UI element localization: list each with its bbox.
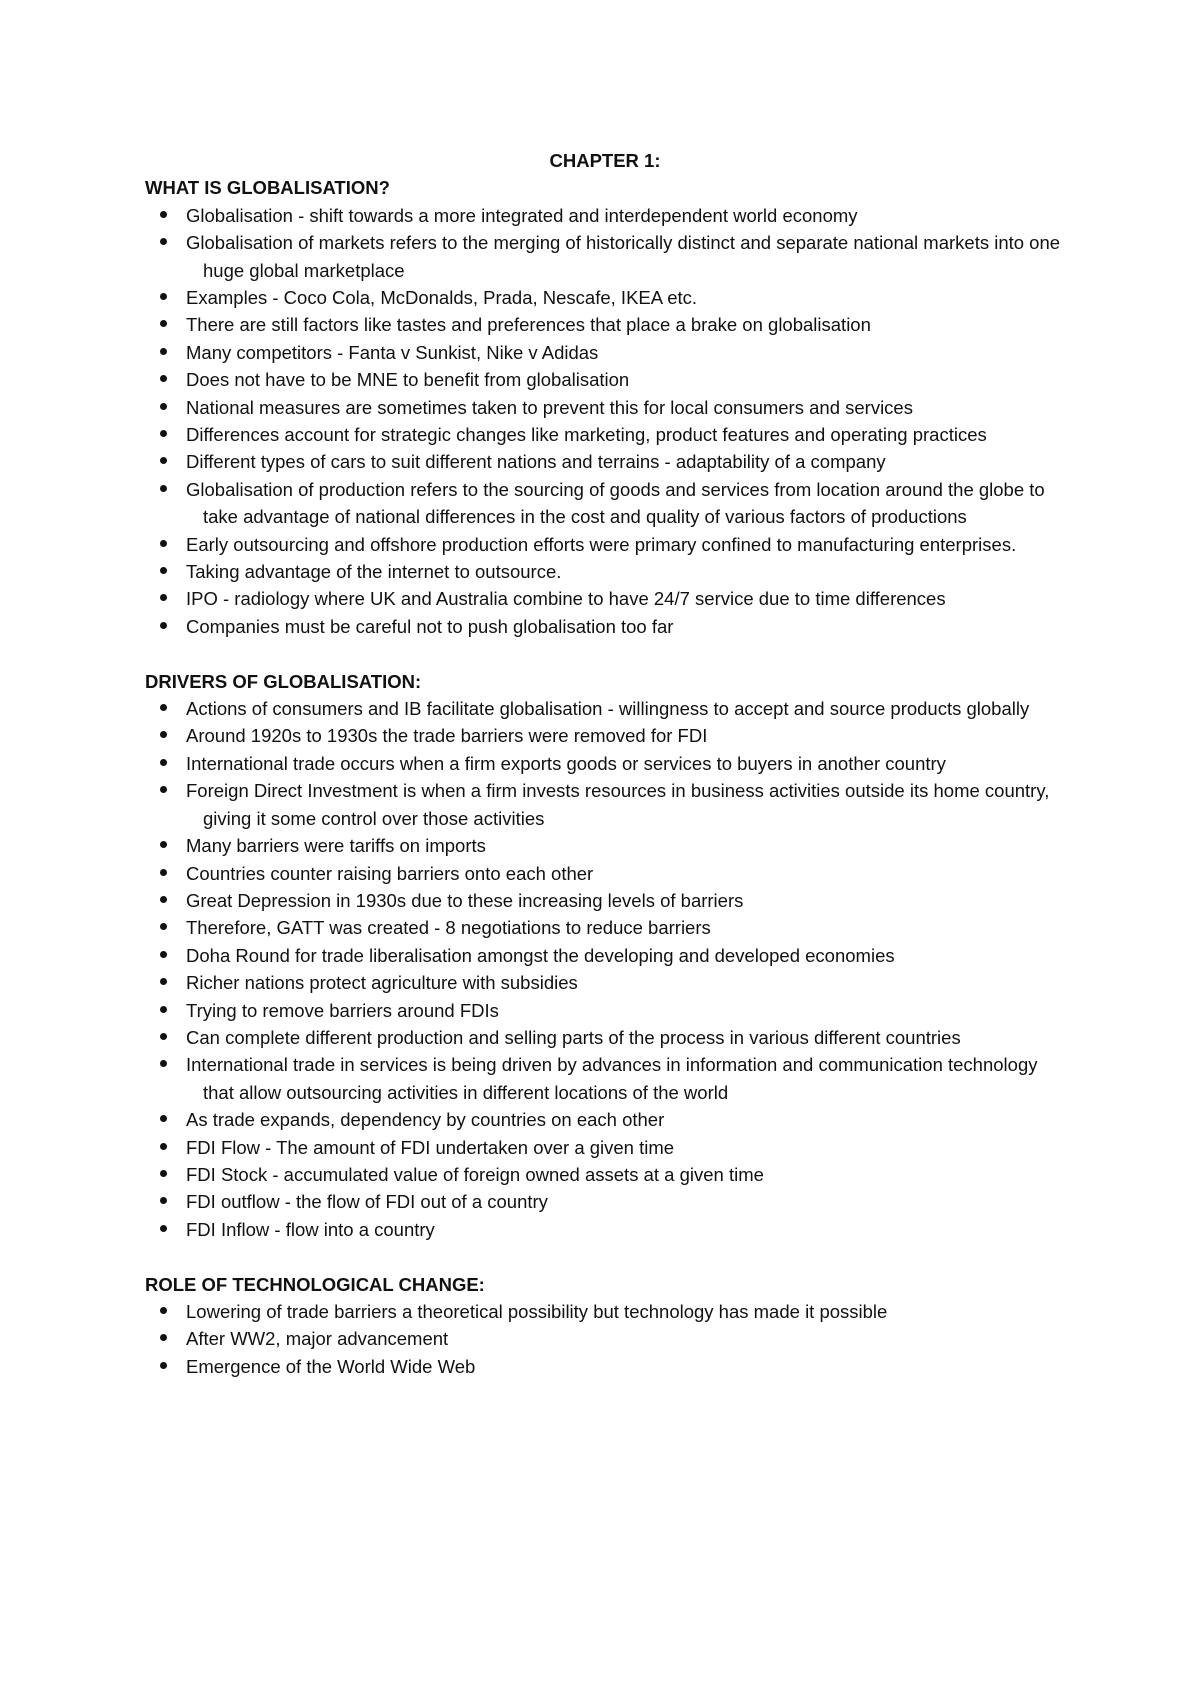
list-item-text: IPO - radiology where UK and Australia combine to have 24/7 service due to time differences [186, 588, 946, 610]
bullet-icon [160, 1307, 167, 1314]
bullet-icon [160, 1115, 167, 1122]
list-item-text: FDI Inflow - flow into a country [186, 1218, 435, 1240]
chapter-title: CHAPTER 1: [549, 150, 661, 171]
list-item-text: FDI outflow - the flow of FDI out of a country [186, 1191, 548, 1213]
list-item-text: Globalisation of production refers to the sourcing of goods and services from location around the globe to take advantage of national differences in the cost and quality of various factors of productions [186, 478, 1045, 528]
list-item-text: Globalisation - shift towards a more integrated and interdependent world economy [186, 204, 858, 226]
list-item [145, 202, 1065, 229]
bullet-icon [160, 896, 167, 903]
list-item-text: Examples - Coco Cola, McDonalds, Prada, Nescafe, IKEA etc. [186, 287, 698, 308]
bullet-icon [160, 759, 167, 766]
list-item [145, 558, 1065, 585]
list-item-text: Does not have to be MNE to benefit from globalisation [186, 369, 630, 391]
bullet-icon [160, 348, 167, 355]
list-item-text: National measures are sometimes taken to prevent this for local consumers and services [186, 396, 913, 418]
list-item-text: Companies must be careful not to push globalisation too far [186, 615, 674, 637]
section-heading: WHAT IS GLOBALISATION? [145, 177, 390, 199]
bullet-icon [160, 731, 167, 738]
list-item [145, 394, 1065, 421]
list-item [145, 969, 1065, 996]
list-item [145, 585, 1065, 612]
section-heading: ROLE OF TECHNOLOGICAL CHANGE: [145, 1273, 485, 1295]
list-item-text: Many barriers were tariffs on imports [186, 835, 486, 857]
list-item [145, 613, 1065, 640]
list-item-text: Great Depression in 1930s due to these increasing levels of barriers [186, 889, 744, 911]
bullet-icon [160, 430, 167, 437]
list-item [145, 1353, 1065, 1380]
bullet-icon [160, 238, 167, 245]
list-item [145, 997, 1065, 1024]
list-item-text: Early outsourcing and offshore production efforts were primary confined to manufacturing enterprises. [186, 533, 1017, 555]
bullet-icon [160, 403, 167, 410]
list-item [145, 311, 1065, 338]
list-item-text: FDI Stock - accumulated value of foreign owned assets at a given time [186, 1163, 764, 1185]
list-item [145, 832, 1065, 859]
list-item-text: After WW2, major advancement [186, 1328, 449, 1350]
bullet-list [145, 202, 1065, 641]
list-item [145, 284, 1065, 311]
list-item [145, 421, 1065, 448]
list-item [145, 476, 1065, 531]
list-item [145, 1024, 1065, 1051]
bullet-icon [160, 293, 167, 300]
bullet-icon [160, 1006, 167, 1013]
list-item [145, 777, 1065, 832]
list-item-text: Lowering of trade barriers a theoretical possibility but technology has made it possible [186, 1300, 888, 1322]
list-item [145, 722, 1065, 749]
list-item [145, 942, 1065, 969]
list-item-text: Trying to remove barriers around FDIs [186, 999, 499, 1021]
list-item [145, 1134, 1065, 1161]
bullet-icon [160, 1170, 167, 1177]
bullet-icon [160, 375, 167, 382]
bullet-icon [160, 869, 167, 876]
list-item-text: Therefore, GATT was created - 8 negotiations to reduce barriers [186, 917, 711, 939]
list-item [145, 914, 1065, 941]
list-item [145, 695, 1065, 722]
list-item [145, 1188, 1065, 1215]
bullet-list [145, 695, 1065, 1243]
list-item [145, 1051, 1065, 1106]
bullet-icon [160, 320, 167, 327]
list-item [145, 1216, 1065, 1243]
bullet-icon [160, 540, 167, 547]
list-item [145, 887, 1065, 914]
list-item [145, 1106, 1065, 1133]
bullet-icon [160, 951, 167, 958]
bullet-icon [160, 841, 167, 848]
list-item-text: There are still factors like tastes and preferences that place a brake on globalisation [186, 314, 871, 336]
bullet-icon [160, 1197, 167, 1204]
list-item-text: Many competitors - Fanta v Sunkist, Nike v Adidas [186, 341, 599, 363]
bullet-icon [160, 567, 167, 574]
list-item-text: Actions of consumers and IB facilitate globalisation - willingness to accept and source products globally [186, 698, 1030, 720]
list-item [145, 531, 1065, 558]
document-content [145, 147, 1065, 1380]
list-item-text: Emergence of the World Wide Web [186, 1355, 476, 1377]
list-item [145, 1298, 1065, 1325]
list-item-text: FDI Flow - The amount of FDI undertaken over a given time [186, 1136, 675, 1158]
bullet-icon [160, 485, 167, 492]
list-item [145, 366, 1065, 393]
bullet-icon [160, 1060, 167, 1067]
list-item-text: Taking advantage of the internet to outsource. [186, 561, 562, 583]
list-item-text: Foreign Direct Investment is when a firm invests resources in business activities outside its home country, giving it some control over those activities [186, 780, 1050, 829]
section-role-of-technological-change [145, 1271, 1065, 1381]
section-heading: DRIVERS OF GLOBALISATION: [145, 670, 422, 692]
list-item [145, 1325, 1065, 1352]
bullet-icon [160, 978, 167, 985]
bullet-icon [160, 1362, 167, 1369]
list-item-text: As trade expands, dependency by countries on each other [186, 1109, 665, 1131]
list-item [145, 339, 1065, 366]
list-item-text: Different types of cars to suit different nations and terrains - adaptability of a company [186, 451, 886, 473]
list-item [145, 448, 1065, 475]
bullet-icon [160, 211, 167, 218]
bullet-icon [160, 786, 167, 793]
bullet-icon [160, 1225, 167, 1232]
bullet-icon [160, 594, 167, 601]
bullet-icon [160, 923, 167, 930]
bullet-icon [160, 457, 167, 464]
list-item [145, 860, 1065, 887]
bullet-icon [160, 1033, 167, 1040]
bullet-icon [160, 704, 167, 711]
list-item-text: Countries counter raising barriers onto each other [186, 862, 594, 884]
list-item-text: International trade in services is being driven by advances in information and communication technology that allow outsourcing activities in different locations of the world [186, 1054, 1038, 1103]
list-item-text: Around 1920s to 1930s the trade barriers were removed for FDI [186, 725, 708, 747]
bullet-icon [160, 1334, 167, 1341]
list-item-text: Globalisation of markets refers to the merging of historically distinct and separate national markets into one huge global marketplace [186, 232, 1061, 281]
list-item-text: Richer nations protect agriculture with subsidies [186, 972, 578, 994]
bullet-icon [160, 622, 167, 629]
list-item [145, 1161, 1065, 1188]
list-item-text: Can complete different production and selling parts of the process in various different countries [186, 1026, 961, 1048]
list-item [145, 750, 1065, 777]
section-what-is-globalisation [145, 174, 1065, 640]
section-drivers-of-globalisation [145, 668, 1065, 1244]
sections-container [145, 174, 1065, 1380]
list-item-text: International trade occurs when a firm exports goods or services to buyers in another country [186, 752, 946, 774]
list-item [145, 229, 1065, 284]
list-item-text: Doha Round for trade liberalisation amongst the developing and developed economies [186, 944, 895, 966]
bullet-icon [160, 1143, 167, 1150]
list-item-text: Differences account for strategic changes like marketing, product features and operating practices [186, 424, 987, 446]
bullet-list [145, 1298, 1065, 1380]
